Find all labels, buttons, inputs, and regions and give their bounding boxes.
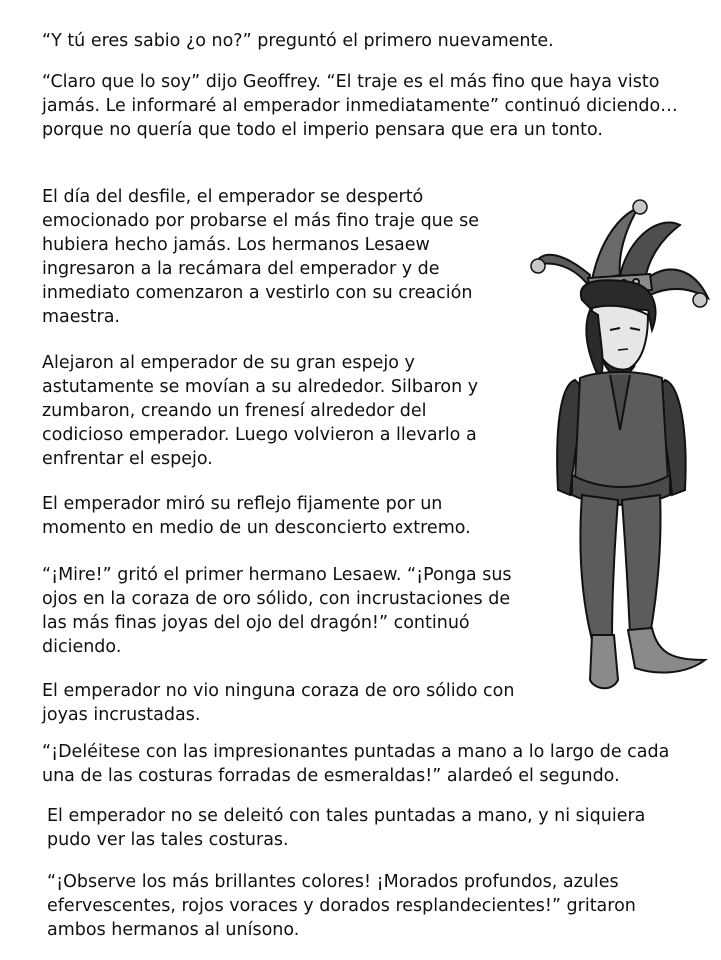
jester-body (557, 372, 685, 640)
paragraph-1: “Y tú eres sabio ¿o no?” preguntó el primero nuevamente. (42, 31, 554, 51)
paragraph-3: El día del desfile, el emperador se despertó emocionado por probarse el más fino traje que se hubiera hecho jamás. Los hermanos Lesaew ingresaron a la recámara del emperador y de inmediato comenzaron a vestirlo con su creación maestra. (42, 187, 479, 327)
paragraph-9: El emperador no se deleitó con tales puntadas a mano, y ni siquiera pudo ver las tales costuras. (47, 806, 646, 850)
paragraph-4: Alejaron al emperador de su gran espejo y astutamente se movían a su alrededor. Silbaron y zumbaron, creando un frenesí alrededor del codicioso emperador. Luego volvieron a llevarlo a enfrentar el espejo. (42, 353, 479, 469)
paragraph-2: “Claro que lo soy” dijo Geoffrey. “El traje es el más fino que haya visto jamás. Le informaré al emperador inmediatamente” continuó diciendo… porque no quería que todo el imperio pensara que era un tonto. (42, 72, 678, 140)
jester-head (581, 280, 656, 380)
jester-boots (590, 628, 705, 688)
paragraph-5: El emperador miró su reflejo fijamente por un momento en medio de un desconcierto extremo. (42, 494, 471, 538)
paragraph-8: “¡Deléitese con las impresionantes puntadas a mano a lo largo de cada una de las costuras forradas de esmeraldas!” alardeó el segundo. (42, 742, 670, 786)
paragraph-6: “¡Mire!” gritó el primer hermano Lesaew. “¡Ponga sus ojos en la coraza de oro sólido, con incrustaciones de las más finas joyas del ojo del dragón!” continuó diciendo. (42, 565, 512, 657)
paragraph-7: El emperador no vio ninguna coraza de oro sólido con joyas incrustadas. (42, 681, 515, 725)
paragraph-10: “¡Observe los más brillantes colores! ¡Morados profundos, azules efervescentes, rojos voraces y dorados resplandecientes!” gritaron ambos hermanos al unísono. (47, 872, 636, 940)
jester-illustration (520, 190, 720, 700)
